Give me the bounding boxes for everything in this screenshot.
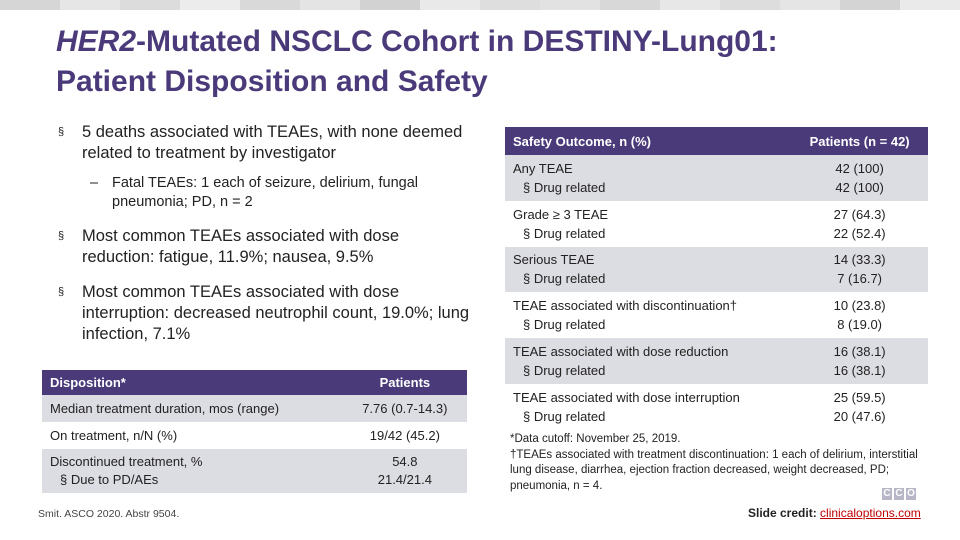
dash-marker: – bbox=[90, 175, 99, 191]
bullet-marker: § bbox=[58, 230, 65, 242]
table-header-row bbox=[505, 127, 928, 155]
bullet-item bbox=[56, 122, 476, 164]
top-bar-segment bbox=[900, 0, 960, 10]
top-bar-segment bbox=[0, 0, 60, 10]
sub-bullet-item bbox=[90, 174, 476, 212]
table-row bbox=[505, 201, 928, 247]
row-sublabel: § Due to PD/AEs bbox=[60, 472, 159, 487]
row-value: 42 (100) bbox=[835, 160, 884, 176]
table-row bbox=[42, 395, 467, 422]
top-bar-segment bbox=[600, 0, 660, 10]
title-italic: HER2 bbox=[56, 25, 137, 58]
row-label-cell bbox=[505, 201, 791, 247]
top-bar-segment bbox=[840, 0, 900, 10]
table-header-row bbox=[42, 370, 467, 395]
row-value-cell bbox=[791, 292, 928, 338]
row-subvalue: 22 (52.4) bbox=[833, 225, 886, 241]
row-sublabel: § Drug related bbox=[523, 408, 606, 424]
row-value: 54.8 bbox=[392, 454, 418, 469]
top-bar-segment bbox=[660, 0, 720, 10]
table-row bbox=[42, 449, 467, 493]
row-subvalue: 16 (38.1) bbox=[833, 363, 886, 379]
row-subvalue: 21.4/21.4 bbox=[377, 472, 432, 487]
bullet-text: Most common TEAEs associated with dose reduction: fatigue, 11.9%; nausea, 9.5% bbox=[82, 227, 399, 266]
title-line1: -Mutated NSCLC Cohort in DESTINY-Lung01: bbox=[136, 25, 778, 58]
bullet-item bbox=[56, 282, 476, 345]
slide-credit bbox=[748, 506, 921, 520]
column-header: Patients bbox=[343, 370, 467, 395]
row-label-cell bbox=[505, 155, 791, 201]
row-value-cell bbox=[791, 384, 928, 430]
row-subvalue: 42 (100) bbox=[835, 179, 884, 195]
row-label-cell bbox=[505, 292, 791, 338]
top-bar-segment bbox=[120, 0, 180, 10]
logo-letter: O bbox=[907, 488, 915, 499]
top-decorative-bar bbox=[0, 0, 960, 10]
top-bar-segment bbox=[180, 0, 240, 10]
top-bar-segment bbox=[300, 0, 360, 10]
row-label: Any TEAE bbox=[513, 160, 573, 176]
row-sublabel: § Drug related bbox=[523, 317, 606, 333]
row-value: 25 (59.5) bbox=[833, 389, 886, 405]
row-subvalue: 7 (16.7) bbox=[837, 271, 883, 287]
credit-label: Slide credit: bbox=[748, 506, 817, 520]
row-value-cell bbox=[343, 449, 467, 493]
bullet-list bbox=[56, 122, 476, 359]
bullet-item bbox=[56, 226, 476, 268]
row-label-cell bbox=[42, 449, 343, 493]
bullet-marker: § bbox=[58, 126, 65, 138]
row-sublabel: § Drug related bbox=[523, 225, 606, 241]
title-line2: Patient Disposition and Safety bbox=[56, 65, 488, 98]
column-header: Disposition* bbox=[42, 370, 343, 395]
top-bar-segment bbox=[480, 0, 540, 10]
row-value: 19/42 (45.2) bbox=[369, 428, 440, 443]
row-subvalue: 20 (47.6) bbox=[833, 408, 886, 424]
logo-letter: C bbox=[883, 488, 891, 499]
row-subvalue: 8 (19.0) bbox=[837, 317, 883, 333]
bullet-marker: § bbox=[58, 286, 65, 298]
bullet-text: 5 deaths associated with TEAEs, with none deemed related to treatment by investigator bbox=[82, 123, 463, 162]
top-bar-segment bbox=[540, 0, 600, 10]
table-row bbox=[505, 292, 928, 338]
row-label-cell bbox=[505, 384, 791, 430]
row-sublabel: § Drug related bbox=[523, 271, 606, 287]
top-bar-segment bbox=[720, 0, 780, 10]
footnote-2: †TEAEs associated with treatment discontinuation: 1 each of delirium, interstitial lung disease, diarrhea, ejection fraction decreased, weight decreased, PD; pneumonia, n = 4. bbox=[510, 448, 918, 492]
sub-bullet-text: Fatal TEAEs: 1 each of seizure, delirium, fungal pneumonia; PD, n = 2 bbox=[112, 175, 418, 210]
table-row bbox=[505, 155, 928, 201]
row-sublabel: § Drug related bbox=[523, 363, 606, 379]
table-row bbox=[505, 338, 928, 384]
safety-table bbox=[505, 127, 928, 430]
top-bar-segment bbox=[240, 0, 300, 10]
row-value: 27 (64.3) bbox=[833, 206, 886, 222]
credit-link[interactable]: clinicaloptions.com bbox=[820, 506, 921, 520]
bullet-text: Most common TEAEs associated with dose interruption: decreased neutrophil count, 19.0%; lung infection, 7.1% bbox=[82, 283, 470, 343]
logo-letter: C bbox=[895, 488, 903, 499]
row-label-cell bbox=[505, 247, 791, 293]
cco-logo bbox=[882, 488, 916, 500]
row-label: Serious TEAE bbox=[513, 252, 595, 268]
row-label: TEAE associated with discontinuation† bbox=[513, 298, 738, 314]
row-value-cell bbox=[791, 155, 928, 201]
row-label-cell bbox=[505, 338, 791, 384]
top-bar-segment bbox=[780, 0, 840, 10]
row-label: TEAE associated with dose interruption bbox=[513, 389, 740, 405]
disposition-table bbox=[42, 370, 467, 493]
row-value-cell bbox=[791, 247, 928, 293]
row-value: 7.76 (0.7-14.3) bbox=[343, 395, 467, 422]
row-value-cell bbox=[791, 338, 928, 384]
column-header: Safety Outcome, n (%) bbox=[505, 127, 791, 155]
footnotes bbox=[510, 432, 930, 494]
row-value: 14 (33.3) bbox=[833, 252, 886, 268]
row-value: 16 (38.1) bbox=[833, 344, 886, 360]
footnote-1: *Data cutoff: November 25, 2019. bbox=[510, 433, 681, 445]
top-bar-segment bbox=[360, 0, 420, 10]
column-header: Patients (n = 42) bbox=[791, 127, 928, 155]
row-sublabel: § Drug related bbox=[523, 179, 606, 195]
table-row bbox=[505, 247, 928, 293]
row-label: Discontinued treatment, % bbox=[50, 454, 203, 469]
row-value-cell bbox=[791, 201, 928, 247]
row-label: On treatment, n/N (%) bbox=[50, 428, 178, 443]
row-label: TEAE associated with dose reduction bbox=[513, 344, 729, 360]
table-row bbox=[42, 422, 467, 449]
row-label: Grade ≥ 3 TEAE bbox=[513, 206, 609, 222]
page-title bbox=[56, 22, 916, 102]
citation: Smit. ASCO 2020. Abstr 9504. bbox=[38, 508, 180, 520]
top-bar-segment bbox=[60, 0, 120, 10]
table-row bbox=[505, 384, 928, 430]
row-value: 10 (23.8) bbox=[833, 298, 886, 314]
top-bar-segment bbox=[420, 0, 480, 10]
row-label: Median treatment duration, mos (range) bbox=[42, 395, 343, 422]
